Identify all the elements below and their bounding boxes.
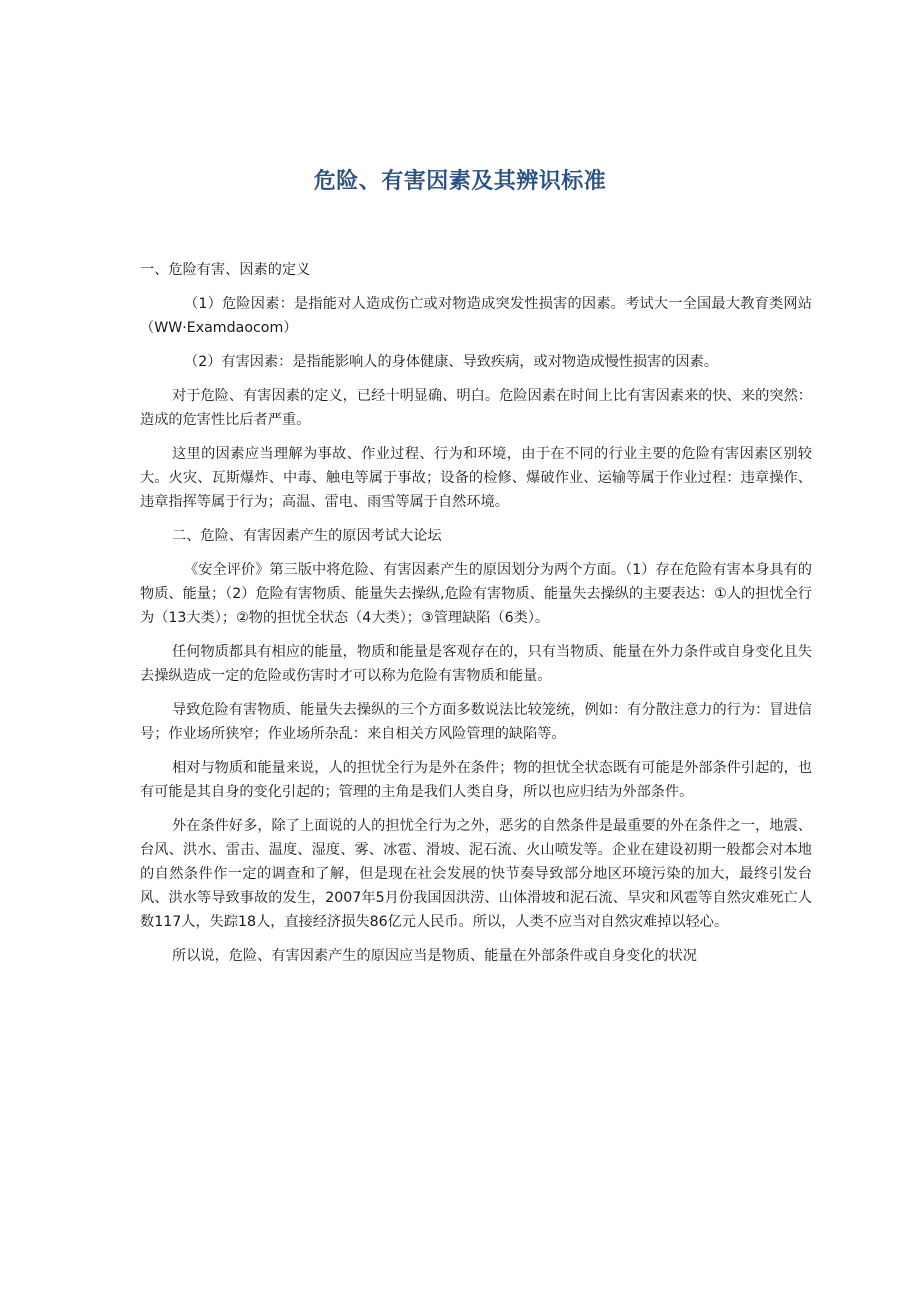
paragraph-causes-overview: 《安全评价》第三版中将危险、有害因素产生的原因划分为两个方面。（1）存在危险有害本身具有的物质、能量；（2）危险有害物质、能量失去操纵,危险有害物质、能量失去操纵的主要表达：①人的担忧全行为（13大类）；②物的担忧全状态（4大类）；③管理缺陷（6类）。 [140,562,812,626]
paragraph-danger-factor-definition: （1）危险因素：是指能对人造成伤亡或对物造成突发性损害的因素。考试大一全国最大教育类网站（WW·Examdaocom） [140,296,812,336]
paragraph-natural-conditions: 外在条件好多，除了上面说的人的担忧全行为之外，恶劣的自然条件是最重要的外在条件之一，地震、台风、洪水、雷击、温度、湿度、雾、冰雹、滑坡、泥石流、火山喷发等。企业在建设初期一般都会对本地的自然条件作一定的调查和了解，但是现在社会发展的快节奏导致部分地区环境污染的加大，最终引发台风、洪水等导致事故的发生，2007年5月份我国因洪涝、山体滑坡和泥石流、旱灾和风雹等自然灾难死亡人数117人，失踪18人，直接经济损失86亿元人民币。所以，人类不应当对自然灾难掉以轻心。 [140,818,812,930]
document-body [140,258,812,978]
paragraph-harmful-factor-definition: （2）有害因素：是指能影响人的身体健康、导致疾病，或对物造成慢性损害的因素。 [184,354,718,370]
paragraph-conclusion: 所以说，危险、有害因素产生的原因应当是物质、能量在外部条件或自身变化的状况 [172,948,697,964]
paragraph-loss-of-control: 导致危险有害物质、能量失去操纵的三个方面多数说法比较笼统，例如：有分散注意力的行为：冒进信号；作业场所狭窄；作业场所杂乱：来自相关方风险管理的缺陷等。 [140,702,812,742]
paragraph-definition-comparison: 对于危险、有害因素的定义，已经十明显确、明白。危险因素在时间上比有害因素来的快、来的突然：造成的危害性比后者严重。 [140,388,812,428]
paragraph-factor-categories: 这里的因素应当理解为事故、作业过程、行为和环境，由于在不同的行业主要的危险有害因素区别较大。火灾、瓦斯爆炸、中毒、触电等属于事故；设备的检修、爆破作业、运输等属于作业过程：违章操作、违章指挥等属于行为；高温、雷电、雨雪等属于自然环境。 [140,446,812,510]
paragraph-external-conditions: 相对与物质和能量来说，人的担忧全行为是外在条件；物的担忧全状态既有可能是外部条件引起的，也有可能是其自身的变化引起的；管理的主角是我们人类自身，所以也应归结为外部条件。 [140,760,812,800]
section-1-heading: 一、危险有害、因素的定义 [140,262,311,278]
paragraph-material-energy: 任何物质都具有相应的能量，物质和能量是客观存在的，只有当物质、能量在外力条件或自身变化且失去操纵造成一定的危险或伤害时才可以称为危险有害物质和能量。 [140,644,812,684]
section-2-heading: 二、危险、有害因素产生的原因考试大论坛 [172,528,442,544]
document-title: 危险、有害因素及其辨识标准 [313,169,607,194]
